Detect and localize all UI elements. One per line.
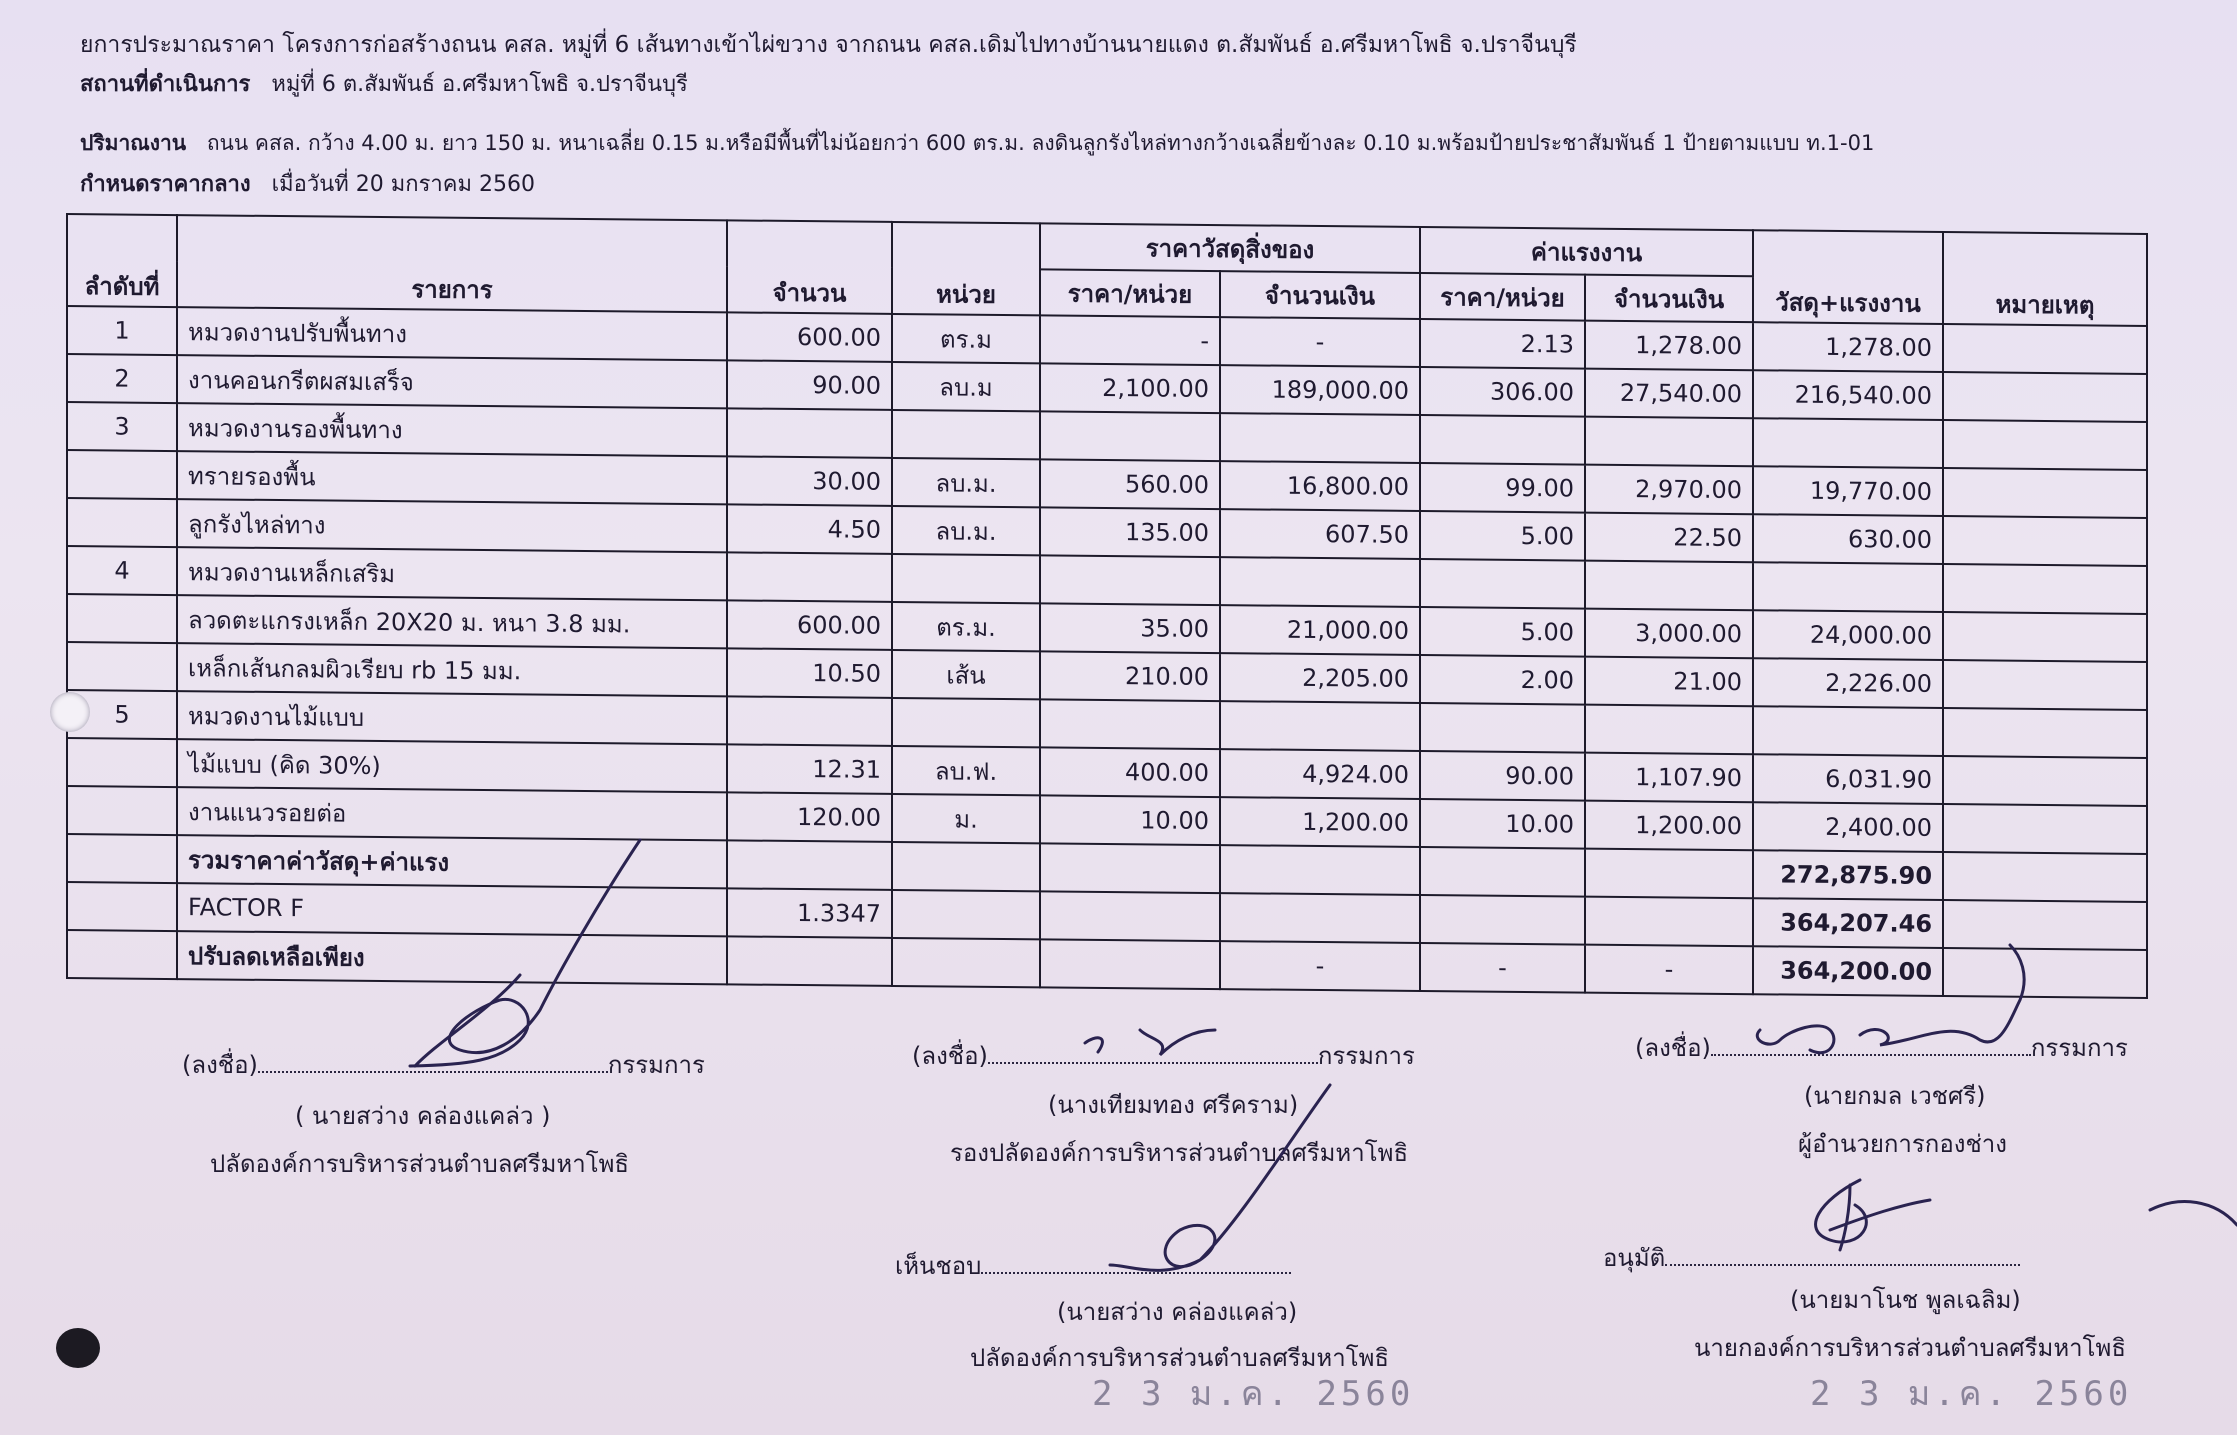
sign-label: (ลงชื่อ) bbox=[912, 1042, 988, 1070]
cell-item: ทรายรองพื้น bbox=[177, 451, 727, 504]
signer-5-name: (นายมาโนช พูลเฉลิม) bbox=[1790, 1286, 2021, 1314]
table-body bbox=[67, 306, 2147, 998]
cell-lab-price bbox=[1420, 559, 1585, 609]
cell-note bbox=[1943, 612, 2147, 662]
header-labor-group: ค่าแรงงาน bbox=[1420, 227, 1753, 276]
signer-3-title: ผู้อำนวยการกองช่าง bbox=[1798, 1130, 2007, 1158]
cell-qty: 120.00 bbox=[727, 792, 892, 842]
cell-mat-amount bbox=[1220, 557, 1420, 607]
document-title: ยการประมาณราคา โครงการก่อสร้างถนน คสล. หมู่ที่ 6 เส้นทางเข้าไผ่ขวาง จากถนน คสล.เดิมไปทางบ้านนายแดง ต.สัมพันธ์ อ.ศรีมหาโพธิ จ.ปราจีนบุรี bbox=[80, 32, 1577, 58]
cell-lab-price bbox=[1420, 847, 1585, 897]
cell-total bbox=[1753, 418, 1943, 468]
cell-mat-price bbox=[1040, 411, 1220, 461]
cell-qty: 10.50 bbox=[727, 648, 892, 698]
cell-no: 1 bbox=[67, 306, 177, 355]
sign-label: (ลงชื่อ) bbox=[1635, 1034, 1711, 1062]
cell-total: 216,540.00 bbox=[1753, 370, 1943, 420]
signature-dots bbox=[981, 1254, 1291, 1274]
cell-no bbox=[67, 882, 177, 931]
signer-1-name: ( นายสว่าง คล่องแคล่ว ) bbox=[295, 1102, 551, 1130]
cost-estimate-table bbox=[66, 213, 2148, 999]
cell-mat-price bbox=[1040, 843, 1220, 893]
cell-qty bbox=[727, 408, 892, 458]
cell-lab-price: 5.00 bbox=[1420, 607, 1585, 657]
cell-item: ลูกรังไหล่ทาง bbox=[177, 499, 727, 552]
cell-lab-price bbox=[1420, 415, 1585, 465]
cell-mat-amount: 2,205.00 bbox=[1220, 653, 1420, 703]
cell-no bbox=[67, 786, 177, 835]
cell-item: งานแนวรอยต่อ bbox=[177, 787, 727, 840]
cell-mat-amount: 607.50 bbox=[1220, 509, 1420, 559]
cell-total: 272,875.90 bbox=[1753, 850, 1943, 900]
cell-unit: ลบ.ม bbox=[892, 362, 1040, 411]
cell-unit: ตร.ม bbox=[892, 314, 1040, 363]
agree-line bbox=[895, 1246, 1291, 1285]
cell-unit: ม. bbox=[892, 794, 1040, 843]
cell-unit bbox=[892, 698, 1040, 747]
cell-unit bbox=[892, 842, 1040, 891]
cell-no bbox=[67, 594, 177, 643]
agree-label: เห็นชอบ bbox=[895, 1252, 982, 1280]
cell-lab-amount: 1,107.90 bbox=[1585, 753, 1753, 803]
cell-total: 364,207.46 bbox=[1753, 898, 1943, 948]
cell-qty: 90.00 bbox=[727, 360, 892, 410]
signer-3-name: (นายกมล เวชศรี) bbox=[1804, 1082, 1986, 1110]
cell-lab-price: 99.00 bbox=[1420, 463, 1585, 513]
cell-note bbox=[1943, 420, 2147, 470]
cell-total: 2,400.00 bbox=[1753, 802, 1943, 852]
cell-item: ปรับลดเหลือเพียง bbox=[177, 931, 727, 984]
cell-note bbox=[1943, 708, 2147, 758]
sign-label: (ลงชื่อ) bbox=[182, 1051, 258, 1079]
cell-lab-amount: 1,200.00 bbox=[1585, 801, 1753, 851]
price-date-line bbox=[80, 170, 535, 200]
cell-unit bbox=[892, 890, 1040, 939]
cell-unit bbox=[892, 938, 1040, 987]
cell-mat-amount: 16,800.00 bbox=[1220, 461, 1420, 511]
cell-lab-amount: 27,540.00 bbox=[1585, 369, 1753, 419]
cell-note bbox=[1943, 756, 2147, 806]
cell-no: 5 bbox=[67, 690, 177, 739]
cell-lab-amount: - bbox=[1585, 945, 1753, 995]
cell-mat-price bbox=[1040, 891, 1220, 941]
cell-no bbox=[67, 498, 177, 547]
cell-qty bbox=[727, 936, 892, 986]
cell-no: 3 bbox=[67, 402, 177, 451]
cell-lab-price: - bbox=[1420, 943, 1585, 993]
cell-mat-amount: 189,000.00 bbox=[1220, 365, 1420, 415]
cell-note bbox=[1943, 852, 2147, 902]
header-qty: จำนวน bbox=[727, 220, 892, 314]
cell-mat-amount bbox=[1220, 701, 1420, 751]
location-value: หมู่ที่ 6 ต.สัมพันธ์ อ.ศรีมหาโพธิ จ.ปราจีนบุรี bbox=[271, 72, 688, 97]
cell-mat-amount: - bbox=[1220, 317, 1420, 367]
location-line bbox=[80, 70, 688, 100]
cell-mat-price: 210.00 bbox=[1040, 651, 1220, 701]
signer-5-title: นายกองค์การบริหารส่วนตำบลศรีมหาโพธิ bbox=[1694, 1334, 2127, 1362]
header-mat-price: ราคา/หน่วย bbox=[1040, 269, 1220, 317]
cell-lab-amount: 21.00 bbox=[1585, 657, 1753, 707]
committee-label: กรรมการ bbox=[2030, 1034, 2128, 1062]
quantity-label: ปริมาณงาน bbox=[80, 131, 187, 155]
cell-lab-price: 5.00 bbox=[1420, 511, 1585, 561]
signer-2-name: (นางเทียมทอง ศรีคราม) bbox=[1048, 1091, 1299, 1119]
cell-qty bbox=[727, 552, 892, 602]
cell-lab-price: 10.00 bbox=[1420, 799, 1585, 849]
cell-mat-price: - bbox=[1040, 315, 1220, 365]
cell-qty: 600.00 bbox=[727, 312, 892, 362]
signer-4-name: (นายสว่าง คล่องแคล่ว) bbox=[1057, 1298, 1298, 1326]
signature-dots bbox=[258, 1053, 608, 1073]
quantity-line bbox=[80, 128, 1874, 158]
approve-label: อนุมัติ bbox=[1603, 1244, 1666, 1272]
cell-unit: ลบ.ม. bbox=[892, 506, 1040, 555]
cell-unit bbox=[892, 554, 1040, 603]
date-stamp-2: 2 3 ม.ค. 2560 bbox=[1810, 1374, 2133, 1414]
cell-item: หมวดงานปรับพื้นทาง bbox=[177, 307, 727, 360]
cell-lab-amount bbox=[1585, 705, 1753, 755]
cell-total bbox=[1753, 562, 1943, 612]
cell-unit: ตร.ม. bbox=[892, 602, 1040, 651]
cell-mat-amount: 4,924.00 bbox=[1220, 749, 1420, 799]
cell-item: เหล็กเส้นกลมผิวเรียบ rb 15 มม. bbox=[177, 643, 727, 696]
cell-lab-price: 2.13 bbox=[1420, 319, 1585, 369]
signer-2-title: รองปลัดองค์การบริหารส่วนตำบลศรีมหาโพธิ bbox=[950, 1139, 1409, 1167]
cell-total: 364,200.00 bbox=[1753, 946, 1943, 996]
cell-qty: 12.31 bbox=[727, 744, 892, 794]
header-no: ลำดับที่ bbox=[67, 214, 177, 307]
cell-mat-amount bbox=[1220, 893, 1420, 943]
cell-qty: 1.3347 bbox=[727, 888, 892, 938]
cell-item: หมวดงานรองพื้นทาง bbox=[177, 403, 727, 456]
price-label: กำหนดราคากลาง bbox=[80, 172, 251, 197]
cell-unit: ลบ.ฟ. bbox=[892, 746, 1040, 795]
cell-no bbox=[67, 642, 177, 691]
cell-mat-price bbox=[1040, 699, 1220, 749]
cell-lab-amount: 3,000.00 bbox=[1585, 609, 1753, 659]
cell-lab-price: 2.00 bbox=[1420, 655, 1585, 705]
signature-line-2 bbox=[912, 1036, 1415, 1075]
cell-total: 6,031.90 bbox=[1753, 754, 1943, 804]
cell-total: 24,000.00 bbox=[1753, 610, 1943, 660]
cell-qty: 4.50 bbox=[727, 504, 892, 554]
cell-no bbox=[67, 930, 177, 979]
cell-item: ลวดตะแกรงเหล็ก 20X20 ม. หนา 3.8 มม. bbox=[177, 595, 727, 648]
cell-note bbox=[1943, 660, 2147, 710]
signer-1-title: ปลัดองค์การบริหารส่วนตำบลศรีมหาโพธิ bbox=[210, 1150, 630, 1178]
cell-qty bbox=[727, 696, 892, 746]
signature-dots bbox=[988, 1044, 1318, 1064]
header-item: รายการ bbox=[177, 215, 727, 312]
cell-note bbox=[1943, 516, 2147, 566]
cell-no: 2 bbox=[67, 354, 177, 403]
committee-label: กรรมการ bbox=[1317, 1042, 1415, 1070]
punch-hole-bottom bbox=[56, 1328, 100, 1368]
cell-note bbox=[1943, 900, 2147, 950]
signature-line-3 bbox=[1635, 1028, 2128, 1067]
price-date: เมื่อวันที่ 20 มกราคม 2560 bbox=[271, 172, 535, 197]
cell-lab-amount: 2,970.00 bbox=[1585, 465, 1753, 515]
cell-note bbox=[1943, 324, 2147, 374]
header-lab-price: ราคา/หน่วย bbox=[1420, 273, 1585, 321]
cell-no bbox=[67, 834, 177, 883]
header-lab-amount: จำนวนเงิน bbox=[1585, 275, 1753, 323]
cell-mat-amount: 21,000.00 bbox=[1220, 605, 1420, 655]
cell-total: 19,770.00 bbox=[1753, 466, 1943, 516]
cell-no bbox=[67, 450, 177, 499]
cell-no: 4 bbox=[67, 546, 177, 595]
cell-unit bbox=[892, 410, 1040, 459]
cell-lab-amount: 1,278.00 bbox=[1585, 321, 1753, 371]
cell-lab-amount: 22.50 bbox=[1585, 513, 1753, 563]
cell-lab-amount bbox=[1585, 561, 1753, 611]
cell-qty: 600.00 bbox=[727, 600, 892, 650]
location-label: สถานที่ดำเนินการ bbox=[80, 72, 251, 97]
cell-lab-price: 306.00 bbox=[1420, 367, 1585, 417]
cell-no bbox=[67, 738, 177, 787]
cell-item: รวมราคาค่าวัสดุ+ค่าแรง bbox=[177, 835, 727, 888]
cell-note bbox=[1943, 564, 2147, 614]
header-note: หมายเหตุ bbox=[1943, 232, 2147, 326]
cell-qty: 30.00 bbox=[727, 456, 892, 506]
cell-total: 630.00 bbox=[1753, 514, 1943, 564]
signer-4-title: ปลัดองค์การบริหารส่วนตำบลศรีมหาโพธิ bbox=[970, 1344, 1390, 1372]
cell-item: FACTOR F bbox=[177, 883, 727, 936]
cell-mat-price: 2,100.00 bbox=[1040, 363, 1220, 413]
signature-dots bbox=[1711, 1036, 2031, 1056]
quantity-value: ถนน คสล. กว้าง 4.00 ม. ยาว 150 ม. หนาเฉลี่ย 0.15 ม.หรือมีพื้นที่ไม่น้อยกว่า 600 ตร.ม. ลงดินลูกรังไหล่ทางกว้างเฉลี่ยข้างละ 0.10 ม.พร้อมป้ายประชาสัมพันธ์ 1 ป้ายตามแบบ ท.1-01 bbox=[206, 131, 1875, 155]
cell-mat-price: 10.00 bbox=[1040, 795, 1220, 845]
cell-note bbox=[1943, 804, 2147, 854]
signature-dots bbox=[1665, 1246, 2020, 1266]
cell-mat-price bbox=[1040, 939, 1220, 989]
date-stamp-1: 2 3 ม.ค. 2560 bbox=[1092, 1374, 1415, 1414]
cell-lab-amount bbox=[1585, 849, 1753, 899]
committee-label: กรรมการ bbox=[607, 1051, 705, 1079]
cell-lab-price bbox=[1420, 895, 1585, 945]
cell-total bbox=[1753, 706, 1943, 756]
cell-note bbox=[1943, 948, 2147, 998]
cell-unit: ลบ.ม. bbox=[892, 458, 1040, 507]
cell-mat-price: 560.00 bbox=[1040, 459, 1220, 509]
cell-item: หมวดงานเหล็กเสริม bbox=[177, 547, 727, 600]
cell-item: ไม้แบบ (คิด 30%) bbox=[177, 739, 727, 792]
cell-note bbox=[1943, 468, 2147, 518]
cell-item: หมวดงานไม้แบบ bbox=[177, 691, 727, 744]
punch-hole-top bbox=[50, 692, 90, 732]
header-material-group: ราคาวัสดุสิ่งของ bbox=[1040, 223, 1420, 273]
cell-lab-amount bbox=[1585, 897, 1753, 947]
cell-mat-price: 35.00 bbox=[1040, 603, 1220, 653]
cell-mat-amount bbox=[1220, 845, 1420, 895]
cell-mat-amount: - bbox=[1220, 941, 1420, 991]
cell-lab-amount bbox=[1585, 417, 1753, 467]
cell-item: งานคอนกรีตผสมเสร็จ bbox=[177, 355, 727, 408]
cell-qty bbox=[727, 840, 892, 890]
signature-line-1 bbox=[182, 1045, 705, 1084]
cell-unit: เส้น bbox=[892, 650, 1040, 699]
header-mat-amount: จำนวนเงิน bbox=[1220, 271, 1420, 319]
cell-note bbox=[1943, 372, 2147, 422]
header-unit: หน่วย bbox=[892, 222, 1040, 315]
cell-total: 2,226.00 bbox=[1753, 658, 1943, 708]
cell-mat-price bbox=[1040, 555, 1220, 605]
cell-lab-price: 90.00 bbox=[1420, 751, 1585, 801]
cell-mat-price: 135.00 bbox=[1040, 507, 1220, 557]
approve-line bbox=[1603, 1238, 2020, 1277]
cell-total: 1,278.00 bbox=[1753, 322, 1943, 372]
header-total: วัสดุ+แรงงาน bbox=[1753, 230, 1943, 324]
cell-mat-amount bbox=[1220, 413, 1420, 463]
cell-lab-price bbox=[1420, 703, 1585, 753]
cell-mat-amount: 1,200.00 bbox=[1220, 797, 1420, 847]
cell-mat-price: 400.00 bbox=[1040, 747, 1220, 797]
